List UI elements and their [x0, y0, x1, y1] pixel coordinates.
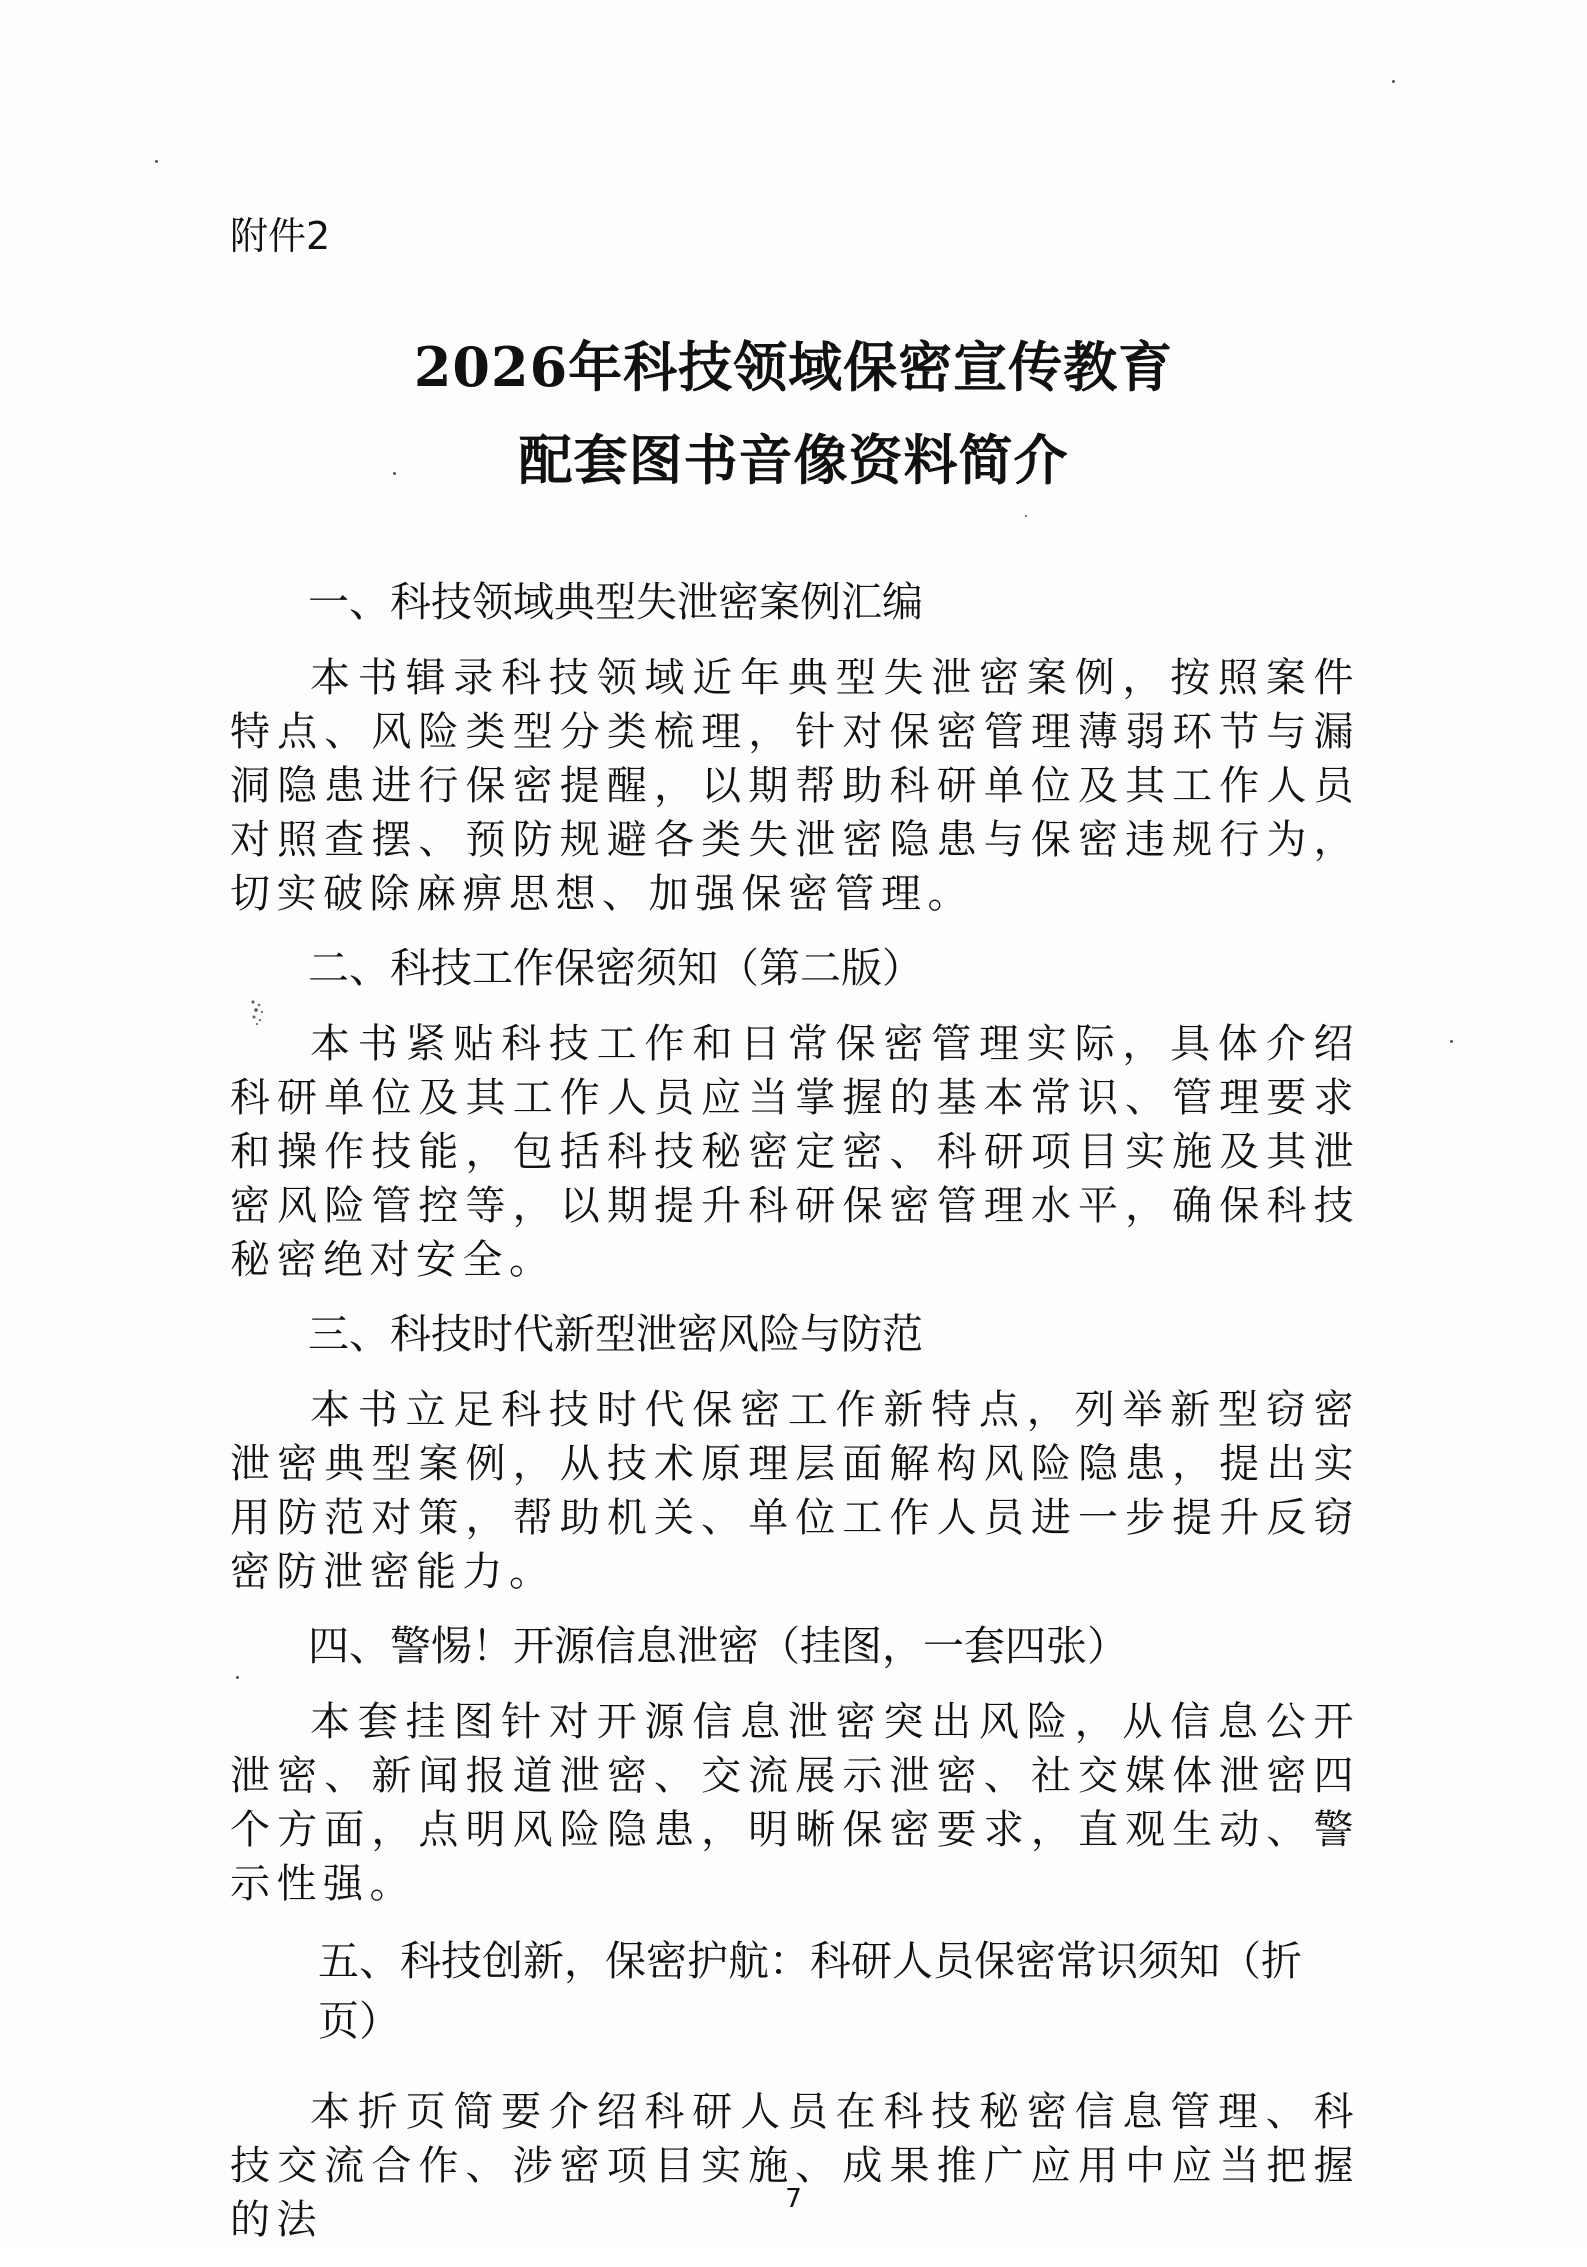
- section-5-text: 本折页简要介绍科研人员在科技秘密信息管理、科技交流合作、涉密项目实施、成果推广应用中应当把握的法: [230, 2089, 1360, 2243]
- title-line-2: 配套图书音像资料简介: [518, 428, 1069, 492]
- section-4-text: 本套挂图针对开源信息泄密突出风险，从信息公开泄密、新闻报道泄密、交流展示泄密、社交媒体泄密四个方面，点明风险隐患，明晰保密要求，直观生动、警示性强。: [230, 1699, 1360, 1907]
- scan-speck: [1392, 80, 1395, 83]
- document-body: [230, 575, 1360, 2267]
- section-2-text: 本书紧贴科技工作和日常保密管理实际，具体介绍科研单位及其工作人员应当掌握的基本常识、管理要求和操作技能，包括科技秘密定密、科研项目实施及其泄密风险管控等，以期提升科研保密管理水平，确保科技秘密绝对安全。: [230, 1021, 1360, 1283]
- scan-smudge-icon: [247, 997, 269, 1027]
- scan-speck: [393, 472, 396, 475]
- section-2-heading: 二、科技工作保密须知（第二版）: [308, 944, 923, 992]
- section-1-heading: 一、科技领域典型失泄密案例汇编: [308, 578, 923, 626]
- section-1-text: 本书辑录科技领域近年典型失泄密案例，按照案件特点、风险类型分类梳理，针对保密管理薄弱环节与漏洞隐患进行保密提醒，以期帮助科研单位及其工作人员对照查摆、预防规避各类失泄密隐患与保密违规行为，切实破除麻痹思想、加强保密管理。: [230, 655, 1360, 917]
- scan-speck: [1025, 515, 1027, 517]
- title-line-1: 2026年科技领域保密宣传教育: [413, 335, 1174, 399]
- scan-speck: [236, 1676, 239, 1679]
- section-4-heading: 四、警惕！开源信息泄密（挂图，一套四张）: [308, 1622, 1128, 1670]
- section-3-text: 本书立足科技时代保密工作新特点，列举新型窃密泄密典型案例，从技术原理层面解构风险隐患，提出实用防范对策，帮助机关、单位工作人员进一步提升反窃密防泄密能力。: [230, 1387, 1360, 1595]
- scan-speck: [1450, 1040, 1453, 1043]
- section-5-heading: 五、科技创新，保密护航：科研人员保密常识须知（折页）: [318, 1937, 1302, 2045]
- scan-speck: [155, 160, 158, 163]
- section-3-heading: 三、科技时代新型泄密风险与防范: [308, 1310, 923, 1358]
- attachment-label: 附件2: [230, 214, 331, 258]
- page-number: 7: [785, 2184, 802, 2214]
